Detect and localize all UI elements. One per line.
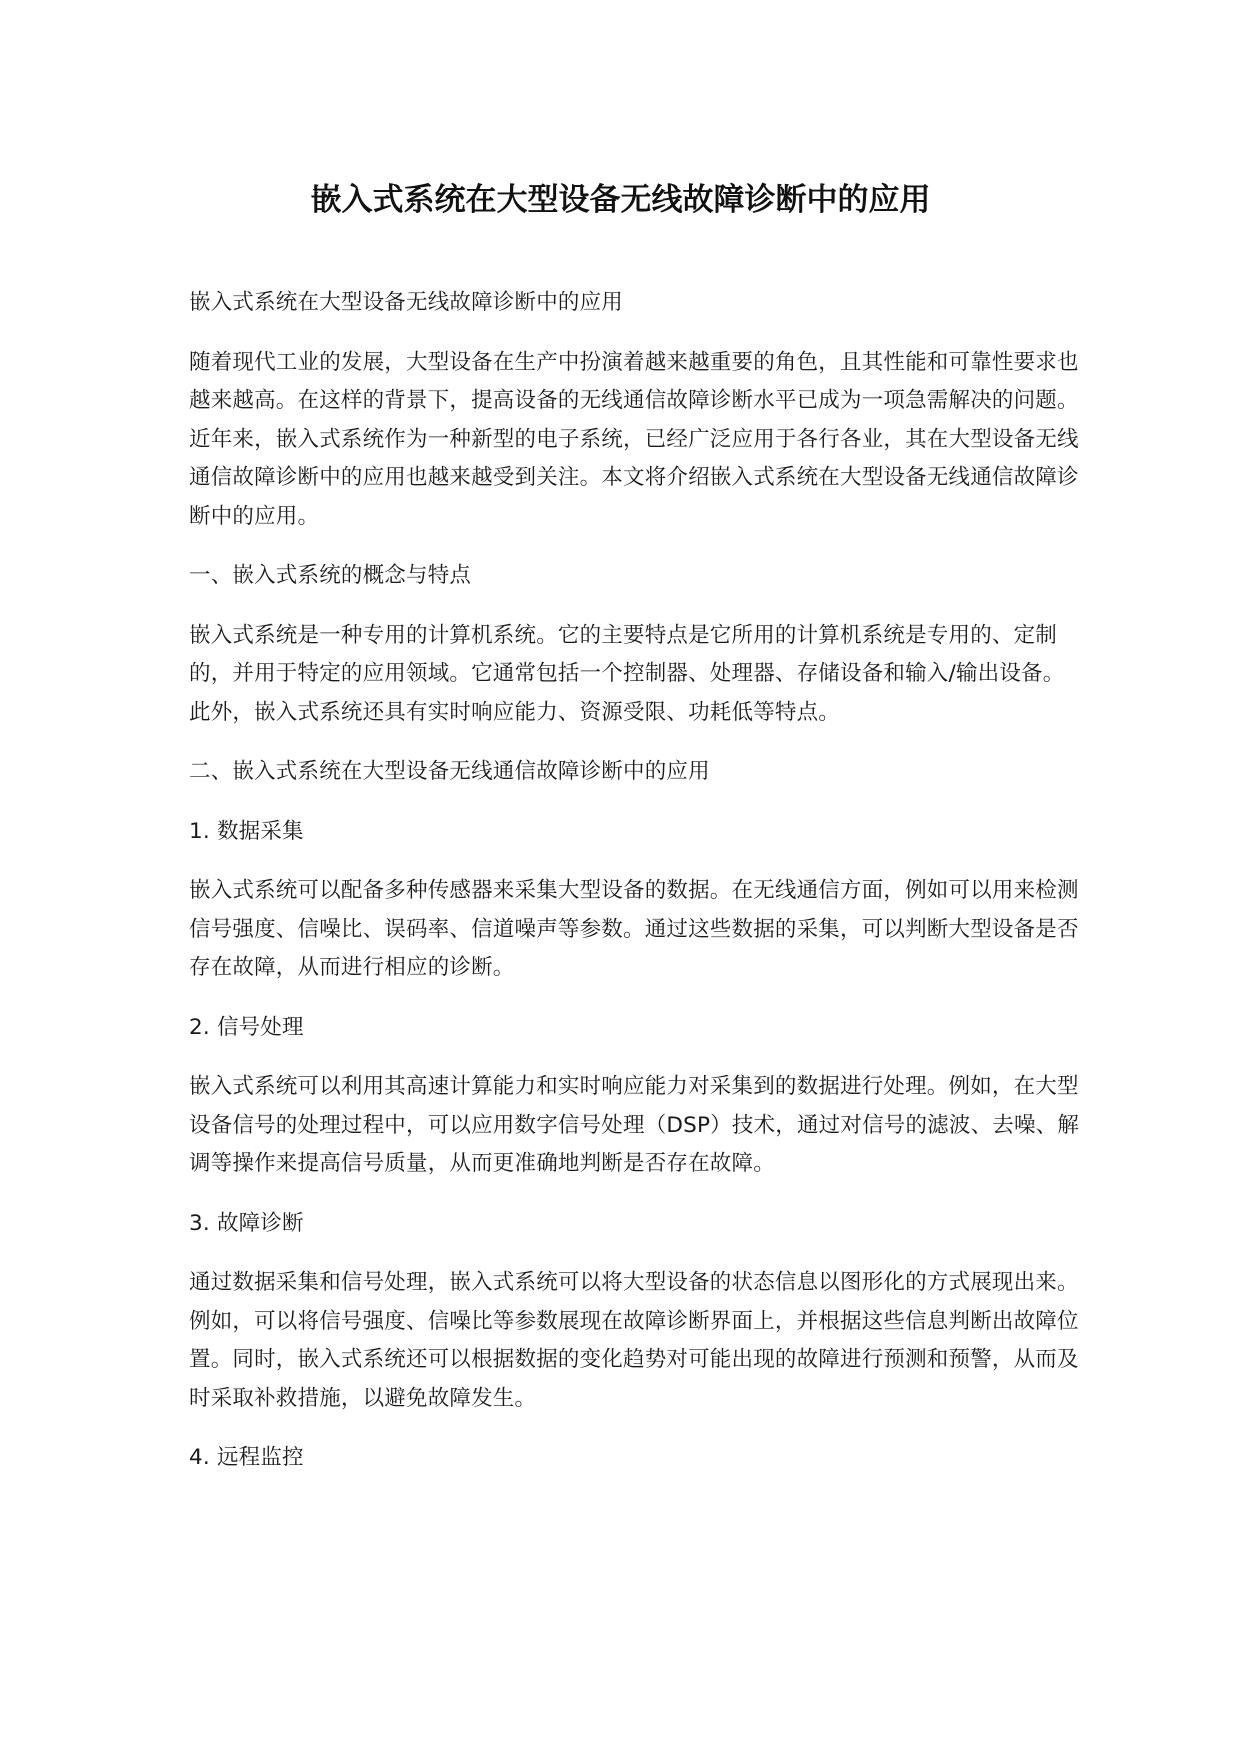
section1-paragraph: 嵌入式系统是一种专用的计算机系统。它的主要特点是它所用的计算机系统是专用的、定制的，并用于特定的应用领域。它通常包括一个控制器、处理器、存储设备和输入/输出设备。此外，嵌入式系统还具有实时响应能力、资源受限、功耗低等特点。 bbox=[189, 622, 1065, 725]
section1-heading: 一、嵌入式系统的概念与特点 bbox=[189, 563, 472, 588]
item1-heading: 1. 数据采集 bbox=[189, 818, 304, 844]
intro-paragraph: 随着现代工业的发展，大型设备在生产中扮演着越来越重要的角色，且其性能和可靠性要求也越来越高。在这样的背景下，提高设备的无线通信故障诊断水平已成为一项急需解决的问题。近年来，嵌入式系统作为一种新型的电子系统，已经广泛应用于各行各业，其在大型设备无线通信故障诊断中的应用也越来越受到关注。本文将介绍嵌入式系统在大型设备无线通信故障诊断中的应用。 bbox=[189, 349, 1079, 529]
document-subtitle: 嵌入式系统在大型设备无线故障诊断中的应用 bbox=[189, 290, 624, 315]
item2-heading: 2. 信号处理 bbox=[189, 1014, 304, 1040]
item1-paragraph: 嵌入式系统可以配备多种传感器来采集大型设备的数据。在无线通信方面，例如可以用来检测信号强度、信噪比、误码率、信道噪声等参数。通过这些数据的采集，可以判断大型设备是否存在故障，从而进行相应的诊断。 bbox=[189, 878, 1079, 980]
document-body bbox=[189, 284, 1084, 1478]
item4-heading: 4. 远程监控 bbox=[189, 1445, 304, 1470]
document-title: 嵌入式系统在大型设备无线故障诊断中的应用 bbox=[310, 182, 931, 218]
item3-heading: 3. 故障诊断 bbox=[189, 1210, 304, 1236]
item2-paragraph: 嵌入式系统可以利用其高速计算能力和实时响应能力对采集到的数据进行处理。例如，在大型设备信号的处理过程中，可以应用数字信号处理（DSP）技术，通过对信号的滤波、去噪、解调等操作来提高信号质量，从而更准确地判断是否存在故障。 bbox=[189, 1074, 1080, 1176]
item3-paragraph: 通过数据采集和信号处理，嵌入式系统可以将大型设备的状态信息以图形化的方式展现出来。例如，可以将信号强度、信噪比等参数展现在故障诊断界面上，并根据这些信息判断出故障位置。同时，嵌入式系统还可以根据数据的变化趋势对可能出现的故障进行预测和预警，从而及时采取补救措施，以避免故障发生。 bbox=[189, 1270, 1079, 1411]
section2-heading: 二、嵌入式系统在大型设备无线通信故障诊断中的应用 bbox=[189, 759, 710, 784]
